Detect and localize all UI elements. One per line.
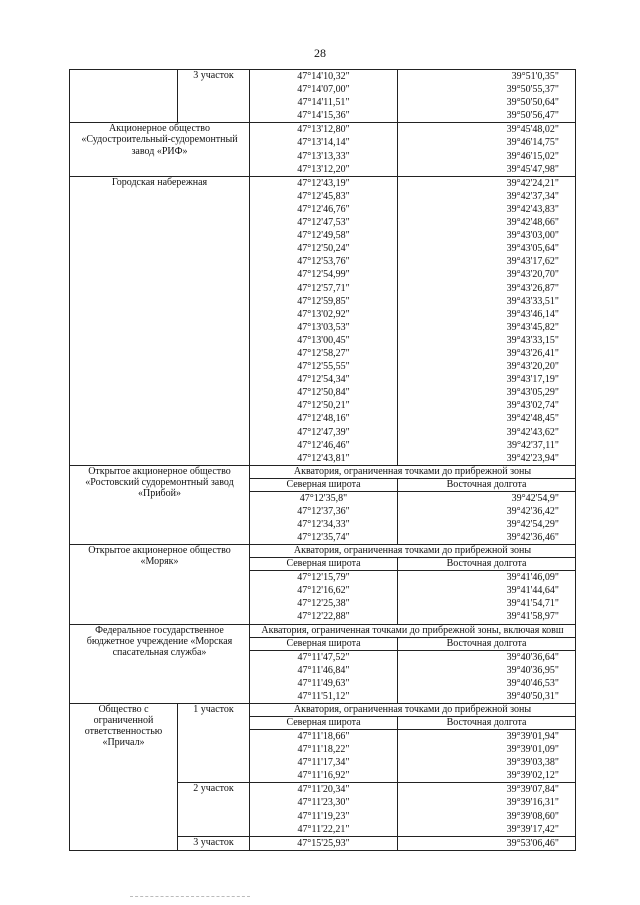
coordinate-value: 47°11'19,23"	[297, 810, 350, 822]
coordinate-value: 39°45'47,98"	[506, 163, 559, 175]
north-header: Северная широта	[250, 637, 398, 650]
latitude-list	[250, 491, 398, 544]
coordinate-value: 39°50'55,37"	[506, 84, 559, 96]
coordinate-value: 39°43'20,20"	[506, 361, 559, 373]
zone-description: Акватория, ограниченная точками до прибрежной зоны, включая ковш	[250, 624, 576, 637]
longitude-list	[398, 123, 576, 176]
coordinate-value: 47°11'22,21"	[297, 823, 350, 835]
coordinate-value: 47°13'02,92"	[297, 308, 350, 320]
table-row	[70, 70, 576, 123]
coordinate-value: 39°51'0,35"	[511, 71, 559, 82]
coordinate-value: 39°41'58,97"	[506, 611, 559, 623]
coordinates-table	[69, 69, 576, 851]
org-name: Городская набережная	[70, 176, 250, 465]
coordinate-value: 47°11'47,52"	[297, 651, 350, 663]
coordinate-value: 47°12'49,58"	[297, 230, 350, 242]
table-row	[70, 703, 576, 716]
coordinate-value: 47°12'46,46"	[297, 439, 350, 451]
coordinate-value: 39°45'48,02"	[506, 124, 559, 136]
coordinate-value: 47°12'37,36"	[297, 505, 350, 517]
latitude-list	[250, 571, 398, 624]
coordinate-value: 39°43'33,51"	[506, 295, 559, 307]
longitude-list	[398, 491, 576, 544]
coordinate-value: 39°42'54,9"	[511, 492, 559, 504]
coordinate-value: 47°12'35,74"	[297, 532, 350, 544]
latitude-list	[250, 836, 398, 850]
coordinate-value: 47°13'12,20"	[297, 163, 350, 175]
coordinate-value: 47°11'23,30"	[297, 797, 350, 809]
coordinate-value: 39°40'46,53"	[506, 677, 559, 689]
coordinate-value: 39°42'37,11"	[506, 439, 559, 451]
coordinate-value: 39°39'01,94"	[506, 730, 559, 742]
coordinate-value: 39°53'06,46"	[506, 837, 559, 849]
coordinate-value: 39°43'26,87"	[506, 282, 559, 294]
coordinate-value: 39°43'45,82"	[506, 321, 559, 333]
org-name: Общество с ограниченной ответственностью «Причал»	[70, 703, 178, 850]
zone-description: Акватория, ограниченная точками до прибрежной зоны	[250, 545, 576, 558]
coordinate-value: 39°42'48,66"	[506, 217, 559, 229]
east-header: Восточная долгота	[398, 478, 576, 491]
page-number: 28	[314, 46, 326, 60]
coordinate-value: 39°39'17,42"	[506, 823, 559, 835]
latitude-list	[250, 729, 398, 782]
coordinate-value: 47°11'17,34"	[297, 757, 350, 769]
coordinate-value: 47°12'34,33"	[297, 519, 350, 530]
longitude-list	[398, 729, 576, 782]
coordinate-value: 39°42'43,62"	[506, 426, 559, 438]
longitude-list	[398, 176, 576, 465]
coordinate-value: 47°13'13,33"	[297, 150, 350, 162]
coordinate-value: 39°41'46,09"	[506, 572, 559, 584]
coordinate-value: 47°12'50,84"	[297, 387, 350, 399]
org-name: Открытое акционерное общество «Моряк»	[70, 545, 250, 624]
zone-description: Акватория, ограниченная точками до прибрежной зоны	[250, 465, 576, 478]
coordinate-value: 39°42'48,45"	[506, 413, 559, 425]
coordinate-value: 39°39'08,60"	[506, 810, 559, 822]
coordinate-value: 47°11'46,84"	[297, 664, 350, 676]
coordinate-value: 47°12'48,16"	[297, 413, 350, 425]
coordinate-value: 39°40'50,31"	[506, 690, 559, 702]
east-header: Восточная долгота	[398, 716, 576, 729]
coordinate-value: 39°46'15,02"	[506, 150, 559, 162]
coordinate-value: 47°12'53,76"	[297, 256, 350, 268]
east-header: Восточная долгота	[398, 637, 576, 650]
zone-description: Акватория, ограниченная точками до прибрежной зоны	[250, 703, 576, 716]
coordinate-value: 47°11'16,92"	[297, 770, 350, 782]
coordinate-value: 47°12'43,81"	[297, 452, 350, 464]
longitude-list	[398, 571, 576, 624]
longitude-list	[398, 783, 576, 836]
east-header: Восточная долгота	[398, 558, 576, 571]
coordinate-value: 39°43'46,14"	[506, 308, 559, 320]
coordinate-value: 39°50'56,47"	[506, 110, 559, 122]
coordinate-value: 47°13'14,14"	[297, 137, 350, 149]
coordinate-value: 47°12'35,8"	[299, 492, 348, 504]
coordinate-value: 47°12'15,79"	[297, 572, 350, 584]
coordinate-value: 47°12'43,19"	[297, 177, 350, 189]
latitude-list	[250, 176, 398, 465]
coordinate-value: 47°11'51,12"	[297, 690, 350, 702]
coordinate-value: 39°43'05,29"	[506, 387, 559, 399]
table-row	[70, 465, 576, 478]
latitude-list	[250, 783, 398, 836]
coordinate-value: 47°12'25,38"	[297, 598, 350, 610]
coordinate-value: 47°11'49,63"	[297, 677, 350, 689]
coordinate-value: 47°12'59,85"	[297, 295, 350, 307]
longitude-list	[398, 836, 576, 850]
latitude-list	[250, 123, 398, 176]
org-name: Федеральное государственное бюджетное учреждение «Морская спасательная служба»	[70, 624, 250, 703]
coordinate-value: 39°46'14,75"	[506, 137, 559, 149]
scan-artifact-line	[130, 896, 250, 899]
coordinate-value: 39°42'54,29"	[506, 519, 559, 530]
coordinate-value: 47°12'58,27"	[297, 347, 350, 359]
coordinate-value: 39°41'54,71"	[506, 598, 559, 610]
table-row	[70, 123, 576, 176]
coordinate-value: 47°12'47,39"	[297, 426, 350, 438]
section-label: 3 участок	[178, 836, 250, 850]
north-header: Северная широта	[250, 478, 398, 491]
section-label: 2 участок	[178, 783, 250, 836]
coordinate-value: 47°12'54,99"	[297, 269, 350, 281]
coordinate-value: 39°43'33,15"	[506, 334, 559, 346]
coordinate-value: 47°14'15,36"	[297, 110, 350, 122]
coordinate-value: 39°40'36,64"	[506, 651, 559, 663]
longitude-list	[398, 650, 576, 703]
coordinate-value: 39°43'17,62"	[506, 256, 559, 268]
coordinate-value: 47°13'12,80"	[297, 124, 350, 136]
coordinate-value: 47°12'50,24"	[297, 243, 350, 255]
coordinate-value: 47°12'55,55"	[297, 361, 350, 373]
coordinate-value: 47°11'18,66"	[297, 730, 350, 742]
coordinate-value: 39°43'26,41"	[506, 347, 559, 359]
table-row	[70, 176, 576, 465]
coordinate-value: 39°40'36,95"	[506, 664, 559, 676]
coordinate-value: 47°12'22,88"	[297, 611, 350, 623]
coordinate-value: 47°12'54,34"	[297, 374, 350, 386]
coordinate-value: 39°42'36,46"	[506, 532, 559, 544]
coordinate-value: 39°43'03,00"	[506, 230, 559, 242]
coordinate-value: 39°43'02,74"	[506, 400, 559, 412]
north-header: Северная широта	[250, 716, 398, 729]
coordinate-value: 47°12'50,21"	[297, 400, 350, 412]
coordinate-value: 39°42'43,83"	[506, 203, 559, 215]
coordinate-value: 47°13'00,45"	[297, 334, 350, 346]
coordinate-value: 47°13'03,53"	[297, 321, 350, 333]
coordinate-value: 47°11'18,22"	[297, 744, 350, 756]
section-label: 1 участок	[178, 703, 250, 782]
table-row	[70, 545, 576, 558]
coordinate-value: 47°12'47,53"	[297, 217, 350, 229]
coordinate-value: 39°42'24,21"	[506, 177, 559, 189]
coordinate-value: 39°50'50,64"	[506, 97, 559, 109]
coordinate-value: 47°12'46,76"	[297, 203, 350, 215]
coordinate-value: 39°43'20,70"	[506, 269, 559, 281]
coordinate-value: 39°43'17,19"	[506, 374, 559, 386]
coordinate-value: 39°43'05,64"	[506, 243, 559, 255]
table-row	[70, 624, 576, 637]
section-label: 3 участок	[178, 70, 250, 123]
coordinate-value: 39°39'03,38"	[506, 757, 559, 769]
coordinate-value: 39°42'23,94"	[506, 452, 559, 464]
coordinate-value: 39°42'37,34"	[506, 190, 559, 202]
coordinate-value: 47°15'25,93"	[297, 837, 350, 849]
coordinate-value: 39°42'36,42"	[506, 505, 559, 517]
coordinate-value: 47°14'10,32"	[297, 71, 350, 82]
longitude-list	[398, 70, 576, 123]
coordinate-value: 39°39'01,09"	[506, 744, 559, 756]
north-header: Северная широта	[250, 558, 398, 571]
coordinate-value: 47°12'45,83"	[297, 190, 350, 202]
org-cell	[70, 70, 178, 123]
org-name: Акционерное общество «Судостроительный-судоремонтный завод «РИФ»	[70, 123, 250, 176]
org-name: Открытое акционерное общество «Ростовский судоремонтный завод «Прибой»	[70, 465, 250, 544]
coordinate-value: 47°14'07,00"	[297, 84, 350, 96]
coordinate-value: 39°39'16,31"	[506, 797, 559, 809]
coordinate-value: 39°39'02,12"	[506, 770, 559, 782]
coordinate-value: 47°12'57,71"	[297, 282, 350, 294]
coordinate-value: 47°12'16,62"	[297, 585, 350, 597]
coordinate-value: 39°41'44,64"	[506, 585, 559, 597]
coordinate-value: 47°11'20,34"	[297, 784, 350, 796]
coordinate-value: 39°39'07,84"	[506, 784, 559, 796]
latitude-list	[250, 650, 398, 703]
latitude-list	[250, 70, 398, 123]
coordinate-value: 47°14'11,51"	[297, 97, 350, 109]
